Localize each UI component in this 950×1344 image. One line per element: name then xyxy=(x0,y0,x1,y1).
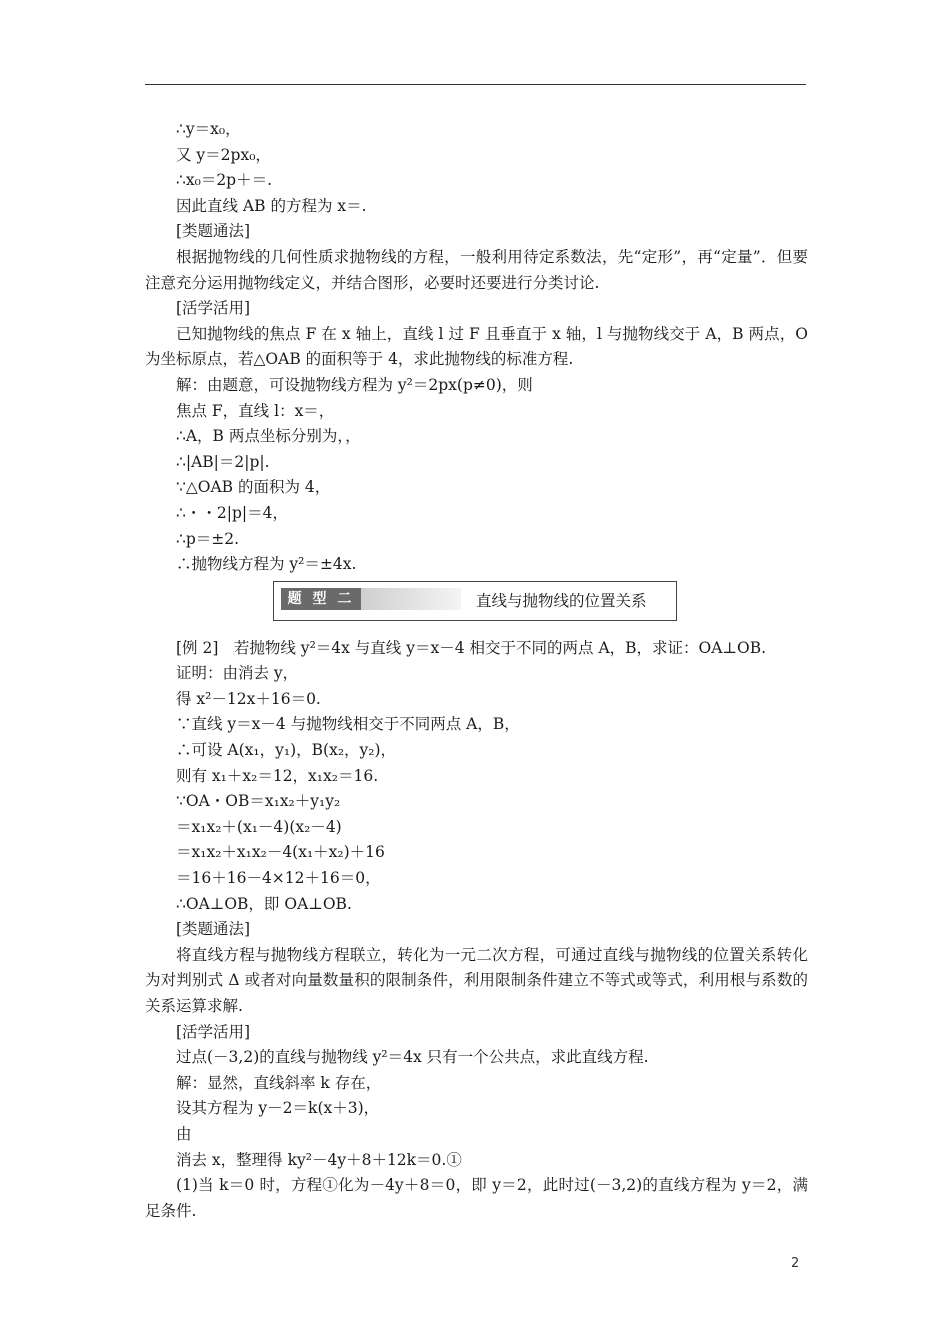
text-line: ∴・・2|p|＝4， xyxy=(176,503,288,522)
text-line: ∵OA・OB＝x₁x₂＋y₁y₂ xyxy=(176,792,341,811)
text-line: ∴可设 A(x₁，y₁)，B(x₂，y₂)， xyxy=(176,741,397,760)
text-line: ∴|AB|＝2|p|. xyxy=(176,452,270,471)
section-label: [类题通法] xyxy=(176,920,251,939)
text-line: ∴y＝x₀， xyxy=(176,120,241,138)
text-line: 又 y＝2px₀， xyxy=(176,145,271,164)
text-line: 证明：由消去 y， xyxy=(176,664,299,683)
section-label: [类题通法] xyxy=(176,222,251,241)
text-line: ∵△OAB 的面积为 4， xyxy=(176,478,331,497)
header-rule xyxy=(145,84,806,85)
text-line: ∴p＝±2. xyxy=(176,529,240,548)
banner-tag-shade xyxy=(361,588,461,610)
text-line: 得 x²－12x＋16＝0. xyxy=(176,689,321,708)
text-line: ＝x₁x₂＋x₁x₂－4(x₁＋x₂)＋16 xyxy=(176,843,385,862)
text-line: ∴抛物线方程为 y²＝±4x. xyxy=(176,555,357,574)
page-content xyxy=(145,117,808,1224)
text-line: 解：显然，直线斜率 k 存在， xyxy=(176,1073,382,1092)
text-line: ∴OA⊥OB，即 OA⊥OB. xyxy=(176,894,352,913)
text-line: ∵直线 y＝x－4 与抛物线相交于不同两点 A，B， xyxy=(176,715,520,734)
text-line: 过点(－3,2)的直线与抛物线 y²＝4x 只有一个公共点，求此直线方程. xyxy=(176,1048,649,1067)
banner-tag: 题 型 二 xyxy=(281,588,361,610)
text-line: ＝16＋16－4×12＋16＝0， xyxy=(176,869,381,888)
text-line: 焦点 F，直线 l：x＝， xyxy=(176,401,335,420)
text-line: 设其方程为 y－2＝k(x＋3)， xyxy=(176,1099,380,1118)
example-heading: [例 2] 若抛物线 y²＝4x 与直线 y＝x－4 相交于不同的两点 A，B，求证：OA⊥OB. xyxy=(176,638,767,657)
method-paragraph: 将直线方程与抛物线方程联立，转化为一元二次方程，可通过直线与抛物线的位置关系转化为对判别式 Δ 或者对向量数量积的限制条件，利用限制条件建立不等式或等式，利用根与系数的关系运算求解. xyxy=(145,945,808,1015)
method-paragraph: 根据抛物线的几何性质求抛物线的方程，一般利用待定系数法，先“定形”，再“定量”．但要注意充分运用抛物线定义，并结合图形，必要时还要进行分类讨论. xyxy=(145,247,808,292)
section-banner-row xyxy=(145,578,808,624)
section-banner xyxy=(273,581,677,621)
section-label: [活学活用] xyxy=(176,1022,251,1041)
text-line: 消去 x，整理得 ky²－4y＋8＋12k＝0.① xyxy=(176,1150,462,1169)
text-line: 则有 x₁＋x₂＝12，x₁x₂＝16. xyxy=(176,766,379,785)
text-line: 因此直线 AB 的方程为 x＝. xyxy=(176,196,367,215)
section-label: [活学活用] xyxy=(176,299,251,318)
banner-title: 直线与抛物线的位置关系 xyxy=(476,591,647,610)
page-number: 2 xyxy=(791,1256,800,1271)
spacer xyxy=(145,624,808,636)
text-line: 解：由题意，可设抛物线方程为 y²＝2px(p≠0)，则 xyxy=(176,375,533,394)
case-paragraph: (1)当 k＝0 时，方程①化为－4y＋8＝0，即 y＝2，此时过(－3,2)的直线方程为 y＝2，满足条件. xyxy=(145,1176,808,1220)
text-line: ＝x₁x₂＋(x₁－4)(x₂－4) xyxy=(176,817,342,836)
text-line: ∴x₀＝2p＋＝. xyxy=(176,171,273,190)
text-line: ∴A，B 两点坐标分别为，， xyxy=(176,427,361,446)
exercise-paragraph: 已知抛物线的焦点 F 在 x 轴上，直线 l 过 F 且垂直于 x 轴，l 与抛物线交于 A，B 两点，O 为坐标原点，若△OAB 的面积等于 4，求此抛物线的标准方程. xyxy=(145,324,808,369)
text-line: 由 xyxy=(176,1124,192,1143)
